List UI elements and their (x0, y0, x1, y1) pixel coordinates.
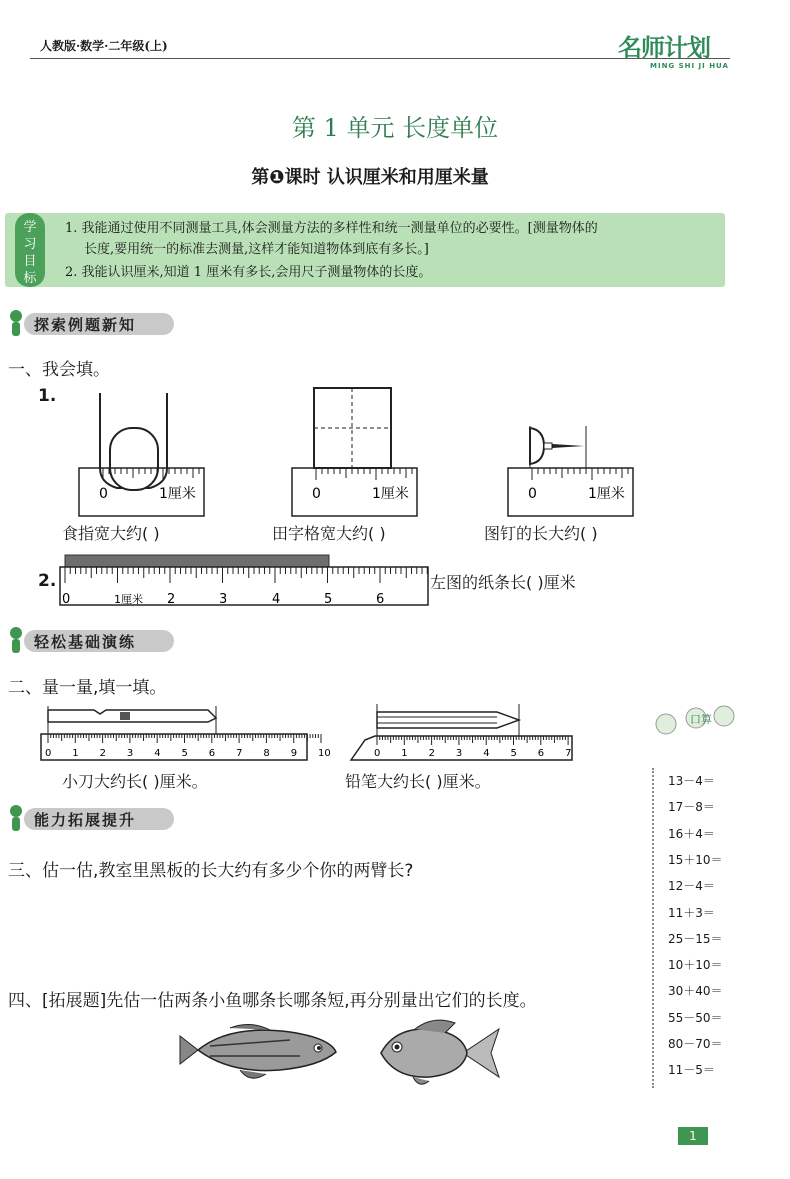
q1-number-1: 1. (38, 386, 57, 406)
ruler-number: 2 (428, 748, 435, 759)
student-icon (6, 309, 26, 339)
grid-ruler-figure (288, 388, 423, 518)
learning-goals-tab: 学习目标 (15, 213, 45, 287)
ruler-number: 5 (181, 748, 188, 759)
mental-math-item: 17－8＝ (668, 800, 715, 815)
svg-text:5: 5 (324, 592, 333, 607)
ruler-number: 4 (483, 748, 490, 759)
caption-grid: 田字格宽大约( ) (272, 524, 386, 543)
unit-title: 第 1 单元 长度单位 (291, 114, 499, 142)
svg-text:口算: 口算 (690, 713, 712, 726)
mental-math-item: 12－4＝ (668, 879, 715, 894)
ruler-number: 0 (45, 748, 52, 759)
finger-ruler-figure (75, 388, 210, 518)
ruler-number: 7 (236, 748, 243, 759)
strip-length-question: 左图的纸条长( )厘米 (430, 573, 576, 592)
brand-logo: 名师计划 (618, 33, 710, 62)
striped-fish (170, 1018, 345, 1090)
q4-title: 四、[拓展题]先估一估两条小鱼哪条长哪条短,再分别量出它们的长度。 (8, 991, 537, 1011)
ruler-number: 7 (565, 748, 572, 759)
ruler-number: 2 (99, 748, 106, 759)
round-fish (375, 1015, 503, 1090)
mental-math-item: 13－4＝ (668, 774, 715, 788)
ruler-number: 10 (318, 748, 331, 759)
student-icon (6, 626, 26, 656)
pencil (377, 712, 519, 728)
svg-text:0: 0 (312, 486, 321, 502)
ruler-number: 1 (401, 748, 408, 759)
mental-math-item: 11－5＝ (668, 1063, 715, 1078)
svg-text:0: 0 (528, 486, 537, 502)
ruler-number: 4 (154, 748, 161, 759)
section-explore: 探索例题新知 (0, 309, 200, 337)
knife-ruler-figure (38, 700, 331, 762)
caption-pushpin: 图钉的长大约( ) (484, 524, 598, 543)
knife-length-question: 小刀大约长( )厘米。 (62, 772, 208, 791)
lesson-title: 第❶课时 认识厘米和用厘米量 (251, 167, 489, 188)
svg-text:4: 4 (272, 592, 281, 607)
mental-math-item: 80－70＝ (668, 1037, 723, 1051)
svg-text:0: 0 (62, 592, 71, 607)
svg-text:1厘米: 1厘米 (588, 486, 625, 502)
svg-text:1厘米: 1厘米 (159, 486, 196, 502)
paper-strip (65, 555, 329, 567)
q2-title: 二、量一量,填一填。 (8, 678, 167, 698)
edition-header: 人教版·数学·二年级(上) (40, 39, 168, 53)
ruler-number: 6 (537, 748, 545, 759)
goal-line-2: 长度,要用统一的标准去测量,这样才能知道物体到底有多长。] (84, 242, 429, 257)
goal-line-3: 2. 我能认识厘米,知道 1 厘米有多长,会用尺子测量物体的长度。 (65, 265, 432, 280)
ruler-number: 3 (455, 748, 463, 759)
pushpin-ruler-figure (504, 388, 639, 518)
ruler-number: 0 (374, 748, 381, 759)
svg-text:3: 3 (219, 592, 228, 607)
ruler-number: 1 (72, 748, 79, 759)
ruler-number: 5 (510, 748, 517, 759)
mental-math-divider (652, 768, 654, 1088)
section-extend: 能力拓展提升 (0, 804, 200, 832)
mental-math-item: 16＋4＝ (668, 826, 715, 841)
svg-text:1厘米: 1厘米 (372, 486, 409, 502)
page-number: 1 (678, 1127, 708, 1145)
svg-text:0: 0 (99, 486, 108, 502)
mental-math-item: 11＋3＝ (668, 905, 715, 920)
goal-line-1: 1. 我能通过使用不同测量工具,体会测量方法的多样性和统一测量单位的必要性。[测量物体的 (65, 221, 598, 236)
pencil-ruler-figure (347, 700, 582, 762)
mental-math-item: 55－50＝ (668, 1010, 723, 1025)
q3-title: 三、估一估,教室里黑板的长大约有多少个你的两臂长? (8, 861, 414, 881)
mental-math-item: 10＋10＝ (668, 958, 723, 973)
caption-finger: 食指宽大约( ) (62, 524, 160, 543)
q1-title: 一、我会填。 (8, 360, 110, 380)
svg-text:6: 6 (376, 592, 385, 607)
brand-logo-subtitle: MING SHI JI HUA (650, 62, 729, 70)
student-icon (6, 804, 26, 834)
ruler-number: 9 (290, 748, 298, 759)
ruler-number: 3 (126, 748, 134, 759)
mental-math-item: 15＋10＝ (668, 852, 723, 867)
q1-number-2: 2. (38, 571, 57, 591)
mental-math-item: 30＋40＝ (668, 984, 723, 999)
mental-math-tag (650, 706, 750, 754)
ruler-number: 8 (263, 748, 270, 759)
paper-strip-ruler (58, 553, 430, 608)
knife (48, 710, 216, 722)
svg-text:1厘米: 1厘米 (114, 593, 143, 606)
pencil-length-question: 铅笔大约长( )厘米。 (345, 772, 491, 791)
section-basic: 轻松基础演练 (0, 626, 200, 654)
ruler-number: 6 (208, 748, 216, 759)
svg-text:2: 2 (167, 592, 176, 607)
mental-math-item: 25－15＝ (668, 931, 723, 946)
